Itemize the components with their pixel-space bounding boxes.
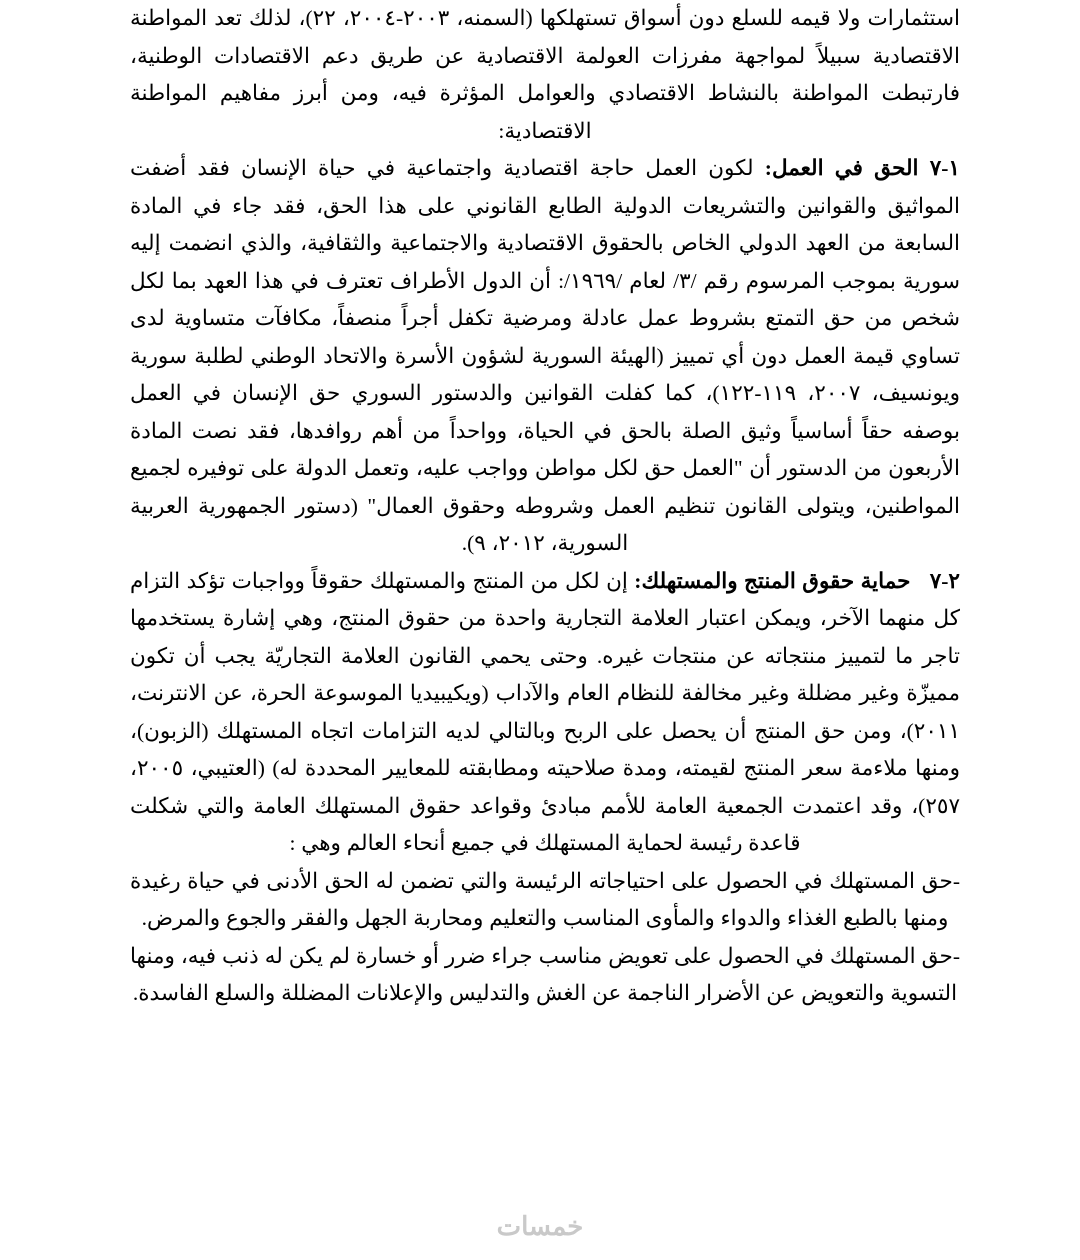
section-heading-consumer-producer-rights: حماية حقوق المنتج والمستهلك: xyxy=(634,568,911,593)
section-number-right-to-work: ١-٧ xyxy=(929,156,960,180)
section-heading-right-to-work: الحق في العمل: xyxy=(764,156,919,180)
paragraph-right-to-work xyxy=(130,150,960,563)
paragraph-intro: استثمارات ولا قيمه للسلع دون أسواق تستهلكها (السمنه، ٢٠٠٣-٢٠٠٤، ٢٢)، لذلك تعد المواطنة الاقتصادية سبيلاً لمواجهة مفرزات العولمة الاقتصادية عن طريق دعم الاقتصادات الوطنية، فارتبطت المواطنة بالنشاط الاقتصادي والعوامل المؤثرة فيه، ومن أبرز مفاهيم المواطنة الاقتصادية: xyxy=(130,6,961,143)
section-text-right-to-work: لكون العمل حاجة اقتصادية واجتماعية في حياة الإنسان فقد أضفت المواثيق والقوانين والتشريعات الدولية الطابع القانوني على هذا الحق، فقد جاء في المادة السابعة من العهد الدولي الخاص بالحقوق الاقتصادية والاجتماعية والثقافية، والذي انضمت إليه سورية بموجب المرسوم رقم /٣/ لعام /١٩٦٩/: أن الدول الأطراف تعترف في هذا العهد بما لكل شخص من حق التمتع بشروط عمل عادلة ومرضية تكفل أجراً منصفاً، مكافآت متساوية لدى تساوي قيمة العمل دون أي تمييز (الهيئة السورية لشؤون الأسرة والاتحاد الوطني لطلبة سورية ويونسيف، ٢٠٠٧، ١١٩-١٢٢)، كما كفلت القوانين والدستور السوري حق الإنسان في العمل بوصفه حقاً أساسياً وثيق الصلة بالحق في الحياة، وواحداً من أهم روافدها، فقد نصت المادة الأربعون من الدستور أن "العمل حق لكل مواطن وواجب عليه، وتعمل الدولة على توفيره لجميع المواطنين، ويتولى القانون تنظيم العمل وشروطه وحقوق العمال" (دستور الجمهورية العربية السورية، ٢٠١٢، ٩). xyxy=(130,156,960,555)
list-item: -حق المستهلك في الحصول على تعويض مناسب جراء ضرر أو خسارة لم يكن له ذنب فيه، ومنها التسوية والتعويض عن الأضرار الناجمة عن الغش والتدليس والإعلانات المضللة والسلع الفاسدة. xyxy=(130,943,960,1005)
watermark: خمسات xyxy=(496,1211,584,1241)
paragraph-consumer-producer-rights xyxy=(130,563,960,863)
list-item: -حق المستهلك في الحصول على احتياجاته الرئيسة والتي تضمن له الحق الأدنى في حياة رغيدة ومنها بالطبع الغذاء والدواء والمأوى المناسب والتعليم ومحاربة الجهل والفقر والجوع والمرض. xyxy=(130,868,960,930)
document-body xyxy=(130,0,960,1013)
section-number-consumer-producer-rights: ٢-٧ xyxy=(929,568,960,593)
section-text-consumer-producer-rights: إن لكل من المنتج والمستهلك حقوقاً وواجبات تؤكد التزام كل منهما الآخر، ويمكن اعتبار العلامة التجارية واحدة من حقوق المنتج، وهي إشارة يستخدمها تاجر ما لتمييز منتجاته عن منتجات غيره. وحتى يحمي القانون العلامة التجاريّة يجب أن تكون مميزّة وغير مضللة وغير مخالفة للنظام العام والآداب (ويكيبيديا الموسوعة الحرة، عن الانترنت، ٢٠١١)، ومن حق المنتج أن يحصل على الربح وبالتالي لديه التزامات اتجاه المستهلك (الزبون)، ومنها ملاءمة سعر المنتج لقيمته، ومدة صلاحيته ومطابقته للمعايير المحددة له) (العتيبي، ٢٠٠٥، ٢٥٧)، وقد اعتمدت الجمعية العامة للأمم مبادئ وقواعد حقوق المستهلك العامة والتي شكلت قاعدة رئيسة لحماية المستهلك في جميع أنحاء العالم وهي : xyxy=(130,568,960,855)
